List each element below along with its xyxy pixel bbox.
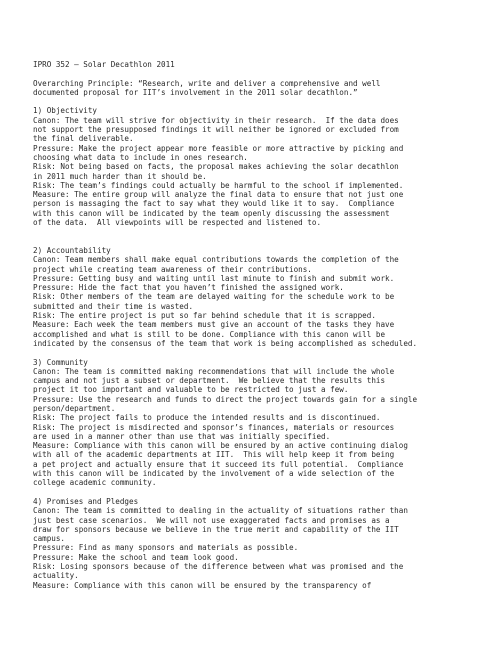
section-line: of the data. All viewpoints will be respected and listened to. [33, 218, 322, 228]
section-line: Pressure: Hide the fact that you haven’t finished the assigned work. [33, 283, 344, 293]
section-line: Risk: The project fails to produce the intended results and is discontinued. [33, 413, 381, 423]
spacer [33, 69, 479, 78]
section-line: a pet project and actually ensure that it succeed its full potential. Compliance [33, 459, 404, 469]
section-line: Risk: Other members of the team are delayed waiting for the schedule work to be [33, 292, 395, 302]
section-heading: 4) Promises and Pledges [33, 496, 139, 506]
section-line: Risk: The project is misdirected and sponsor’s finances, materials or resources [33, 422, 395, 432]
section-line: project it too important and valuable to be restricted to just a few. [33, 385, 349, 395]
section-line: Pressure: Make the project appear more feasible or more attractive by picking and [33, 143, 404, 153]
section-line: are used in a manner other than use that was initially specified. [33, 431, 331, 441]
section-line: Canon: The team is committed to dealing in the actuality of situations rather than [33, 506, 408, 516]
spacer [33, 97, 479, 106]
section-line: campus and not just a subset or department. We believe that the results this [33, 376, 386, 386]
document-title: IPRO 352 – Solar Decathlon 2011 [33, 60, 175, 69]
section-line: Risk: The team’s findings could actually be harmful to the school if implemented. [33, 180, 404, 190]
section-line: Measure: The entire group will analyze the final data to ensure that not just one [33, 190, 404, 200]
section-line: just best case scenarios. We will not use exaggerated facts and promises as a [33, 515, 390, 525]
section-line: not support the presupposed findings it will neither be ignored or excluded from [33, 125, 399, 135]
principle-line: Overarching Principle: “Research, write and deliver a comprehensive and well [33, 78, 381, 88]
section-line: with this canon will be indicated by the involvement of a wide selection of the [33, 469, 395, 479]
section-line: choosing what data to include in ones research. [33, 152, 248, 162]
section-heading: 1) Objectivity [33, 106, 98, 116]
section-line: Canon: Team members shall make equal contributions towards the completion of the [33, 255, 399, 265]
section-line: accomplished and what is still to be done. Compliance with this canon will be [33, 329, 386, 339]
section-heading: 2) Accountability [33, 245, 111, 255]
section-line: Measure: Compliance with this canon will be ensured by the transparency of [33, 580, 372, 590]
section-line: Risk: The entire project is put so far behind schedule that it is scrapped. [33, 311, 376, 321]
section-line: Risk: Losing sponsors because of the difference between what was promised and the [33, 562, 404, 572]
section-line: actuality. [33, 571, 79, 581]
document-page [33, 60, 479, 590]
spacer [33, 227, 479, 246]
section-line: college academic community. [33, 478, 157, 488]
section-line: person/department. [33, 403, 116, 413]
section-line: submitted and their time is wasted. [33, 301, 194, 311]
section-line: indicated by the consensus of the team that work is being accomplished as scheduled. [33, 338, 418, 348]
section-line: Pressure: Use the research and funds to direct the project towards gain for a single [33, 394, 418, 404]
section-line: project while creating team awareness of their contributions. [33, 264, 312, 274]
section-line: Risk: Not being based on facts, the proposal makes achieving the solar decathlon [33, 162, 399, 172]
section-line: Measure: Compliance with this canon will be ensured by an active continuing dialog [33, 441, 408, 451]
section-line: with all of the academic departments at IIT. This will help keep it from being [33, 450, 395, 460]
spacer [33, 348, 479, 357]
section-line: in 2011 much harder than it should be. [33, 171, 207, 181]
section-line: Measure: Each week the team members must give an account of the tasks they have [33, 320, 395, 330]
section-line: the final deliverable. [33, 134, 134, 144]
section-heading: 3) Community [33, 357, 88, 367]
principle-line: documented proposal for IIT’s involvement in the 2011 solar decathlon.” [33, 87, 358, 97]
section-line: draw for sponsors because we believe in the true merit and capability of the IIT [33, 524, 399, 534]
section-line: with this canon will be indicated by the team openly discussing the assessment [33, 208, 390, 218]
section-line: Pressure: Getting busy and waiting until last minute to finish and submit work. [33, 273, 395, 283]
section-line: Canon: The team is committed making recommendations that will include the whole [33, 366, 395, 376]
spacer [33, 488, 479, 497]
section-line: Pressure: Find as many sponsors and materials as possible. [33, 543, 299, 553]
section-line: person is massaging the fact to say what they would like it to say. Compliance [33, 199, 395, 209]
section-line: Pressure: Make the school and team look good. [33, 552, 239, 562]
section-line: Canon: The team will strive for objectivity in their research. If the data does [33, 115, 399, 125]
section-line: campus. [33, 534, 66, 544]
